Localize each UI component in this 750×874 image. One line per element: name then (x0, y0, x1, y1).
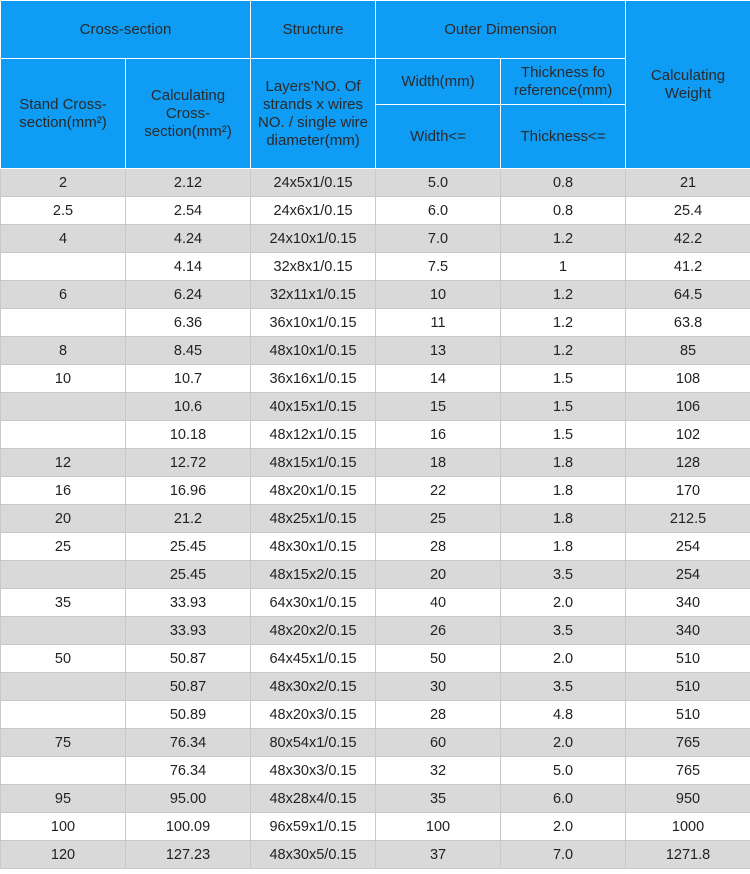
width-cell: 15 (376, 393, 501, 421)
calculating-cross-section-cell: 25.45 (126, 561, 251, 589)
table-row (1, 505, 750, 533)
width-cell: 7.5 (376, 253, 501, 281)
weight-cell: 510 (626, 673, 750, 701)
width-cell: 60 (376, 729, 501, 757)
calculating-cross-section-cell: 4.24 (126, 225, 251, 253)
weight-cell: 340 (626, 589, 750, 617)
width-cell: 18 (376, 449, 501, 477)
thickness-cell: 3.5 (501, 617, 626, 645)
structure-cell: 48x28x4/0.15 (251, 785, 376, 813)
table-row (1, 477, 750, 505)
stand-cross-section-cell: 2.5 (1, 197, 126, 225)
stand-cross-section-cell: 6 (1, 281, 126, 309)
weight-cell: 21 (626, 169, 750, 197)
structure-cell: 36x16x1/0.15 (251, 365, 376, 393)
weight-cell: 25.4 (626, 197, 750, 225)
structure-cell: 96x59x1/0.15 (251, 813, 376, 841)
thickness-max-header: Thickness<= (501, 105, 626, 169)
calculating-cross-section-cell: 95.00 (126, 785, 251, 813)
table-row (1, 337, 750, 365)
weight-cell: 64.5 (626, 281, 750, 309)
calculating-cross-section-cell: 10.7 (126, 365, 251, 393)
stand-cross-section-cell: 16 (1, 477, 126, 505)
stand-cross-section-cell (1, 309, 126, 337)
table-row (1, 281, 750, 309)
stand-cross-section-cell (1, 253, 126, 281)
width-cell: 20 (376, 561, 501, 589)
thickness-cell: 7.0 (501, 841, 626, 869)
stand-cross-section-cell: 2 (1, 169, 126, 197)
table-row (1, 841, 750, 869)
thickness-cell: 2.0 (501, 813, 626, 841)
calculating-weight-header: Calculating Weight (626, 1, 750, 169)
table-row (1, 561, 750, 589)
stand-cross-section-cell: 50 (1, 645, 126, 673)
table-row (1, 645, 750, 673)
weight-cell: 340 (626, 617, 750, 645)
structure-cell: 48x30x5/0.15 (251, 841, 376, 869)
structure-cell: 48x25x1/0.15 (251, 505, 376, 533)
outer-dimension-header: Outer Dimension (376, 1, 626, 59)
calculating-cross-section-cell: 8.45 (126, 337, 251, 365)
width-cell: 26 (376, 617, 501, 645)
structure-cell: 40x15x1/0.15 (251, 393, 376, 421)
table-row (1, 393, 750, 421)
structure-cell: 48x30x3/0.15 (251, 757, 376, 785)
width-cell: 35 (376, 785, 501, 813)
calculating-cross-section-cell: 2.12 (126, 169, 251, 197)
stand-cross-section-cell: 100 (1, 813, 126, 841)
stand-cross-section-cell (1, 757, 126, 785)
structure-cell: 48x20x3/0.15 (251, 701, 376, 729)
thickness-cell: 2.0 (501, 645, 626, 673)
thickness-cell: 1.5 (501, 421, 626, 449)
weight-cell: 41.2 (626, 253, 750, 281)
width-max-header: Width<= (376, 105, 501, 169)
thickness-cell: 3.5 (501, 673, 626, 701)
thickness-cell: 1 (501, 253, 626, 281)
width-cell: 13 (376, 337, 501, 365)
stand-cross-section-cell (1, 673, 126, 701)
weight-cell: 1271.8 (626, 841, 750, 869)
width-cell: 16 (376, 421, 501, 449)
structure-cell: 48x20x1/0.15 (251, 477, 376, 505)
table-row (1, 617, 750, 645)
width-cell: 30 (376, 673, 501, 701)
weight-cell: 765 (626, 757, 750, 785)
calculating-cross-section-cell: 33.93 (126, 617, 251, 645)
thickness-cell: 1.8 (501, 477, 626, 505)
stand-cross-section-cell (1, 617, 126, 645)
stand-cross-section-cell: 10 (1, 365, 126, 393)
width-cell: 6.0 (376, 197, 501, 225)
weight-cell: 765 (626, 729, 750, 757)
calculating-cross-section-cell: 6.24 (126, 281, 251, 309)
stand-cross-section-cell (1, 393, 126, 421)
weight-cell: 1000 (626, 813, 750, 841)
table-row (1, 813, 750, 841)
calculating-cross-section-cell: 12.72 (126, 449, 251, 477)
table-row (1, 757, 750, 785)
thickness-cell: 1.8 (501, 449, 626, 477)
stand-cross-section-cell: 12 (1, 449, 126, 477)
weight-cell: 106 (626, 393, 750, 421)
table-row (1, 701, 750, 729)
structure-cell: 80x54x1/0.15 (251, 729, 376, 757)
thickness-cell: 3.5 (501, 561, 626, 589)
stand-cross-section-cell: 35 (1, 589, 126, 617)
weight-cell: 170 (626, 477, 750, 505)
weight-cell: 510 (626, 645, 750, 673)
thickness-cell: 5.0 (501, 757, 626, 785)
weight-cell: 108 (626, 365, 750, 393)
weight-cell: 85 (626, 337, 750, 365)
table-row (1, 449, 750, 477)
thickness-cell: 1.2 (501, 225, 626, 253)
structure-cell: 36x10x1/0.15 (251, 309, 376, 337)
structure-cell: 24x5x1/0.15 (251, 169, 376, 197)
calculating-cross-section-cell: 4.14 (126, 253, 251, 281)
table-row (1, 421, 750, 449)
width-mm-header: Width(mm) (376, 59, 501, 105)
calculating-cross-section-cell: 50.89 (126, 701, 251, 729)
structure-cell: 48x10x1/0.15 (251, 337, 376, 365)
stand-cross-section-cell: 8 (1, 337, 126, 365)
weight-cell: 42.2 (626, 225, 750, 253)
table-row (1, 169, 750, 197)
layers-header: Layers’NO. Of strands x wires NO. / single wire diameter(mm) (251, 59, 376, 169)
thickness-cell: 1.2 (501, 337, 626, 365)
thickness-cell: 1.5 (501, 393, 626, 421)
table-row (1, 785, 750, 813)
table-row (1, 253, 750, 281)
structure-cell: 24x6x1/0.15 (251, 197, 376, 225)
table-row (1, 197, 750, 225)
calculating-cross-section-cell: 76.34 (126, 729, 251, 757)
thickness-reference-header: Thickness fo reference(mm) (501, 59, 626, 105)
width-cell: 7.0 (376, 225, 501, 253)
stand-cross-section-cell: 120 (1, 841, 126, 869)
stand-cross-section-header: Stand Cross-section(mm²) (1, 59, 126, 169)
thickness-cell: 6.0 (501, 785, 626, 813)
cross-section-header: Cross-section (1, 1, 251, 59)
table-row (1, 309, 750, 337)
calculating-cross-section-cell: 21.2 (126, 505, 251, 533)
structure-cell: 48x15x2/0.15 (251, 561, 376, 589)
width-cell: 32 (376, 757, 501, 785)
calculating-cross-section-cell: 100.09 (126, 813, 251, 841)
stand-cross-section-cell (1, 421, 126, 449)
thickness-cell: 4.8 (501, 701, 626, 729)
weight-cell: 128 (626, 449, 750, 477)
stand-cross-section-cell (1, 701, 126, 729)
calculating-cross-section-cell: 76.34 (126, 757, 251, 785)
structure-cell: 64x45x1/0.15 (251, 645, 376, 673)
structure-cell: 32x8x1/0.15 (251, 253, 376, 281)
structure-cell: 64x30x1/0.15 (251, 589, 376, 617)
thickness-cell: 1.5 (501, 365, 626, 393)
stand-cross-section-cell (1, 561, 126, 589)
table-row (1, 729, 750, 757)
width-cell: 11 (376, 309, 501, 337)
weight-cell: 102 (626, 421, 750, 449)
table-row (1, 365, 750, 393)
thickness-cell: 1.8 (501, 505, 626, 533)
width-cell: 37 (376, 841, 501, 869)
table-row (1, 673, 750, 701)
calculating-cross-section-cell: 10.6 (126, 393, 251, 421)
weight-cell: 212.5 (626, 505, 750, 533)
stand-cross-section-cell: 95 (1, 785, 126, 813)
structure-header: Structure (251, 1, 376, 59)
structure-cell: 24x10x1/0.15 (251, 225, 376, 253)
calculating-cross-section-cell: 2.54 (126, 197, 251, 225)
calculating-cross-section-cell: 50.87 (126, 673, 251, 701)
thickness-cell: 0.8 (501, 169, 626, 197)
calculating-cross-section-cell: 50.87 (126, 645, 251, 673)
stand-cross-section-cell: 20 (1, 505, 126, 533)
width-cell: 100 (376, 813, 501, 841)
weight-cell: 254 (626, 561, 750, 589)
stand-cross-section-cell: 25 (1, 533, 126, 561)
table-row (1, 589, 750, 617)
calculating-cross-section-header: Calculating Cross-section(mm²) (126, 59, 251, 169)
thickness-cell: 1.2 (501, 309, 626, 337)
thickness-cell: 0.8 (501, 197, 626, 225)
calculating-cross-section-cell: 127.23 (126, 841, 251, 869)
width-cell: 25 (376, 505, 501, 533)
structure-cell: 48x12x1/0.15 (251, 421, 376, 449)
width-cell: 50 (376, 645, 501, 673)
structure-cell: 48x30x2/0.15 (251, 673, 376, 701)
calculating-cross-section-cell: 6.36 (126, 309, 251, 337)
width-cell: 28 (376, 701, 501, 729)
width-cell: 10 (376, 281, 501, 309)
weight-cell: 254 (626, 533, 750, 561)
stand-cross-section-cell: 75 (1, 729, 126, 757)
calculating-cross-section-cell: 10.18 (126, 421, 251, 449)
table-row (1, 225, 750, 253)
weight-cell: 63.8 (626, 309, 750, 337)
structure-cell: 32x11x1/0.15 (251, 281, 376, 309)
width-cell: 28 (376, 533, 501, 561)
width-cell: 5.0 (376, 169, 501, 197)
thickness-cell: 1.8 (501, 533, 626, 561)
thickness-cell: 1.2 (501, 281, 626, 309)
calculating-cross-section-cell: 16.96 (126, 477, 251, 505)
width-cell: 22 (376, 477, 501, 505)
table-header (1, 1, 750, 169)
table-body (1, 169, 750, 869)
structure-cell: 48x30x1/0.15 (251, 533, 376, 561)
table-row (1, 533, 750, 561)
stand-cross-section-cell: 4 (1, 225, 126, 253)
width-cell: 14 (376, 365, 501, 393)
calculating-cross-section-cell: 25.45 (126, 533, 251, 561)
thickness-cell: 2.0 (501, 729, 626, 757)
weight-cell: 510 (626, 701, 750, 729)
structure-cell: 48x20x2/0.15 (251, 617, 376, 645)
weight-cell: 950 (626, 785, 750, 813)
structure-cell: 48x15x1/0.15 (251, 449, 376, 477)
width-cell: 40 (376, 589, 501, 617)
thickness-cell: 2.0 (501, 589, 626, 617)
calculating-cross-section-cell: 33.93 (126, 589, 251, 617)
